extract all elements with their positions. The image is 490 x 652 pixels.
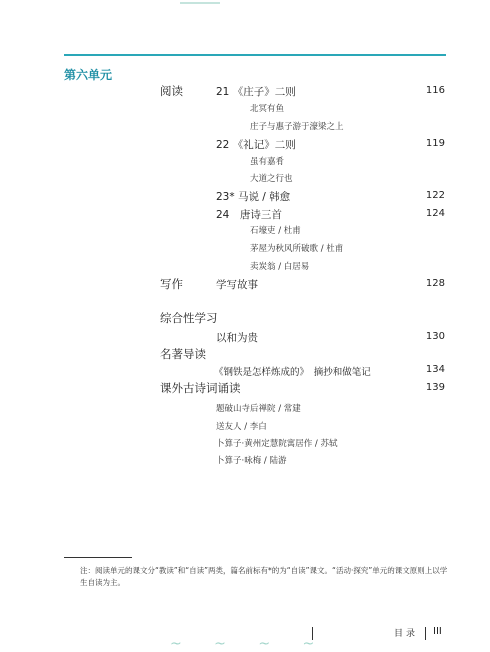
lesson-24-title[interactable]: 24 唐诗三首	[216, 209, 282, 221]
lesson-24-sub-2[interactable]: 茅屋为秋风所破歌 / 杜甫	[250, 244, 344, 254]
lesson-21-sub-2[interactable]: 庄子与惠子游于濠梁之上	[250, 122, 344, 132]
lesson-22-sub-1[interactable]: 虽有嘉肴	[250, 157, 285, 167]
poem-4[interactable]: 卜算子·咏梅 / 陆游	[216, 456, 287, 466]
section-writing: 写作	[160, 277, 183, 291]
lesson-24-sub-3[interactable]: 卖炭翁 / 白居易	[250, 262, 310, 272]
lesson-22-sub-2[interactable]: 大道之行也	[250, 174, 293, 184]
comprehensive-item-title[interactable]: 以和为贵	[216, 332, 258, 344]
comprehensive-item-page: 130	[425, 331, 445, 342]
extra-poems-page: 139	[425, 382, 445, 393]
section-comprehensive: 综合性学习	[160, 311, 218, 325]
lesson-21-title[interactable]: 21 《庄子》二则	[216, 86, 296, 98]
poem-2[interactable]: 送友人 / 李白	[216, 422, 267, 432]
footnote: 注：阅读单元的课文分“教读”和“自读”两类，篇名前标有*的为“自读”课文。“活动·探究”单元的课文原则上以学生自读为主。	[80, 566, 448, 587]
poem-1[interactable]: 题破山寺后禅院 / 常建	[216, 404, 301, 414]
lesson-21-sub-1[interactable]: 北冥有鱼	[250, 104, 285, 114]
section-extra-poems: 课外古诗词诵读	[160, 381, 241, 395]
lesson-23-page: 122	[425, 190, 445, 201]
footer-separator-right	[425, 627, 426, 640]
header-divider	[64, 54, 446, 56]
section-classics: 名著导读	[160, 347, 206, 361]
poem-3[interactable]: 卜算子·黄州定慧院寓居作 / 苏轼	[216, 439, 338, 449]
footer-decoration: ~ ~ ~ ~	[170, 636, 329, 652]
lesson-22-title[interactable]: 22 《礼记》二则	[216, 139, 296, 151]
writing-item-title[interactable]: 学写故事	[216, 279, 258, 291]
footer-label: 目录	[393, 629, 418, 639]
lesson-23-title[interactable]: 23* 马说 / 韩愈	[216, 191, 291, 203]
classics-item-title[interactable]: 《钢铁是怎样炼成的》 摘抄和做笔记	[214, 367, 371, 378]
footer-page-number: III	[433, 626, 442, 637]
lesson-24-sub-1[interactable]: 石壕吏 / 杜甫	[250, 226, 301, 236]
unit-title: 第六单元	[64, 68, 113, 82]
section-reading: 阅读	[160, 84, 183, 98]
lesson-21-page: 116	[425, 85, 445, 96]
footnote-divider	[64, 557, 132, 558]
classics-item-page: 134	[425, 364, 445, 375]
lesson-24-page: 124	[425, 208, 445, 219]
writing-item-page: 128	[425, 278, 445, 289]
top-decoration	[180, 0, 220, 4]
lesson-22-page: 119	[425, 138, 445, 149]
